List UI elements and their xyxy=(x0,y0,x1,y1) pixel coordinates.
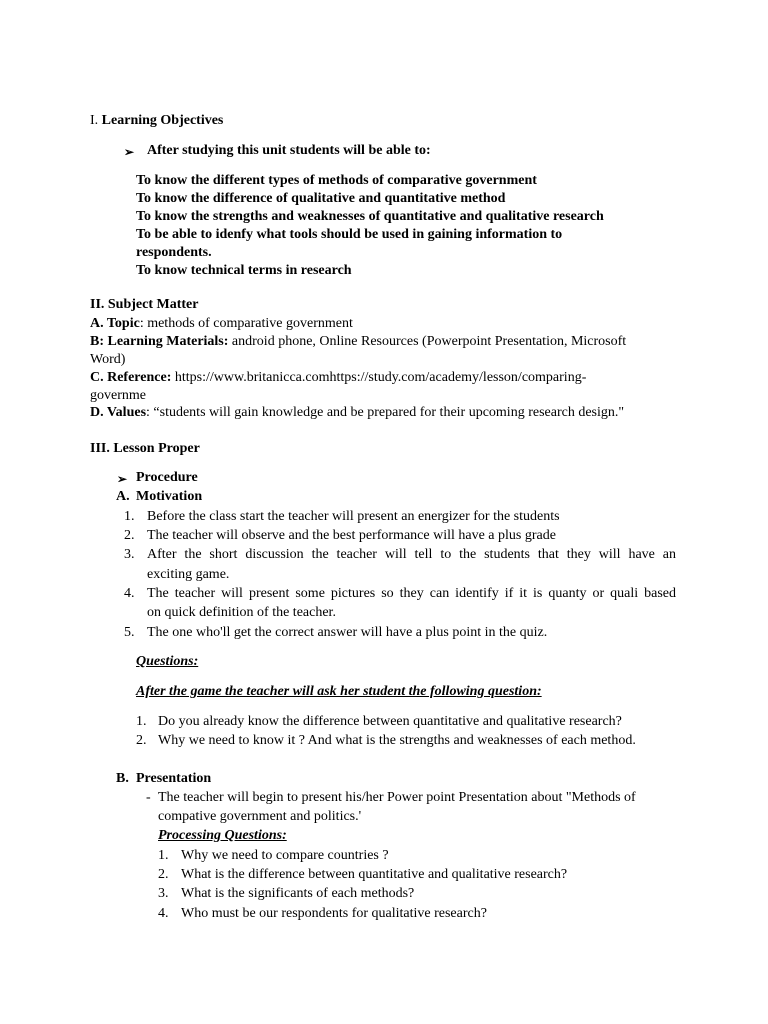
arrow-bullet-icon: ➢ xyxy=(117,472,128,486)
processing-question-item: What is the significants of each methods? xyxy=(181,886,415,901)
question-item: Do you already know the difference between quantitative and qualitative research? xyxy=(158,714,622,729)
topic-value: : methods of comparative government xyxy=(139,316,353,331)
list-number: 1. xyxy=(124,509,135,524)
topic-label: A. Topic xyxy=(90,316,140,331)
questions-label: Questions: xyxy=(136,654,199,669)
processing-question-item: What is the difference between quantitative and qualitative research? xyxy=(181,867,568,882)
values-line xyxy=(90,404,624,422)
reference-line xyxy=(90,369,586,387)
objective-item: To be able to idenfy what tools should be used in gaining information to xyxy=(136,227,563,242)
section-1-roman: I. xyxy=(90,113,99,128)
list-number: 3. xyxy=(124,547,135,562)
list-number: 2. xyxy=(124,528,135,543)
list-item-continuation: exciting game. xyxy=(147,567,230,582)
procedure-heading: Procedure xyxy=(136,470,198,485)
objective-item: To know technical terms in research xyxy=(136,263,352,278)
objective-item: To know the different types of methods of comparative government xyxy=(136,173,537,188)
arrow-bullet-icon: ➢ xyxy=(124,145,135,159)
materials-line xyxy=(90,333,626,351)
presentation-text: The teacher will begin to present his/her Power point Presentation about "Methods of xyxy=(158,790,636,805)
objective-item: To know the difference of qualitative and quantitative method xyxy=(136,191,506,206)
list-number: 5. xyxy=(124,625,135,640)
values-value: : “students will gain knowledge and be prepared for their upcoming research design." xyxy=(146,405,625,420)
values-label: D. Values xyxy=(90,405,147,420)
processing-question-item: Why we need to compare countries ? xyxy=(181,848,389,863)
reference-label: C. Reference: xyxy=(90,370,172,385)
presentation-letter: B. xyxy=(116,771,129,786)
list-number: 2. xyxy=(158,867,169,882)
processing-questions-label: Processing Questions: xyxy=(158,828,287,843)
materials-label: B: Learning Materials: xyxy=(90,334,229,349)
processing-question-item: Who must be our respondents for qualitative research? xyxy=(181,906,487,921)
dash-bullet: - xyxy=(146,790,151,805)
list-item: After the short discussion the teacher will tell to the students that they will have an xyxy=(147,547,676,562)
objective-item: To know the strengths and weaknesses of quantitative and qualitative research xyxy=(136,209,604,224)
objective-item-continuation: respondents. xyxy=(136,245,212,260)
presentation-text-continuation: compative government and politics.' xyxy=(158,809,362,824)
objectives-intro: After studying this unit students will be able to: xyxy=(147,143,431,158)
questions-intro: After the game the teacher will ask her student the following question: xyxy=(136,684,542,699)
presentation-heading: Presentation xyxy=(136,771,212,786)
list-number: 1. xyxy=(158,848,169,863)
materials-value: android phone, Online Resources (Powerpoint Presentation, Microsoft xyxy=(228,334,627,349)
reference-continuation: governme xyxy=(90,388,146,403)
list-item-continuation: on quick definition of the teacher. xyxy=(147,605,336,620)
list-number: 4. xyxy=(158,906,169,921)
list-number: 2. xyxy=(136,733,147,748)
list-number: 1. xyxy=(136,714,147,729)
motivation-heading: Motivation xyxy=(136,489,203,504)
section-2-title: II. Subject Matter xyxy=(90,297,199,312)
list-item: The teacher will present some pictures so they can identify if it is quanty or quali based xyxy=(147,586,676,601)
motivation-letter: A. xyxy=(116,489,130,504)
list-number: 3. xyxy=(158,886,169,901)
section-1-title: Learning Objectives xyxy=(101,113,224,128)
reference-value: https://www.britanicca.comhttps://study.com/academy/lesson/comparing- xyxy=(171,370,587,385)
section-3-title: III. Lesson Proper xyxy=(90,441,200,456)
materials-continuation: Word) xyxy=(90,352,126,367)
topic-line xyxy=(90,315,353,333)
list-item: The teacher will observe and the best performance will have a plus grade xyxy=(147,528,556,543)
list-item: Before the class start the teacher will present an energizer for the students xyxy=(147,509,560,524)
question-item: Why we need to know it ? And what is the strengths and weaknesses of each method. xyxy=(158,733,636,748)
list-item: The one who'll get the correct answer will have a plus point in the quiz. xyxy=(147,625,548,640)
section-1-heading xyxy=(90,112,223,130)
list-number: 4. xyxy=(124,586,135,601)
